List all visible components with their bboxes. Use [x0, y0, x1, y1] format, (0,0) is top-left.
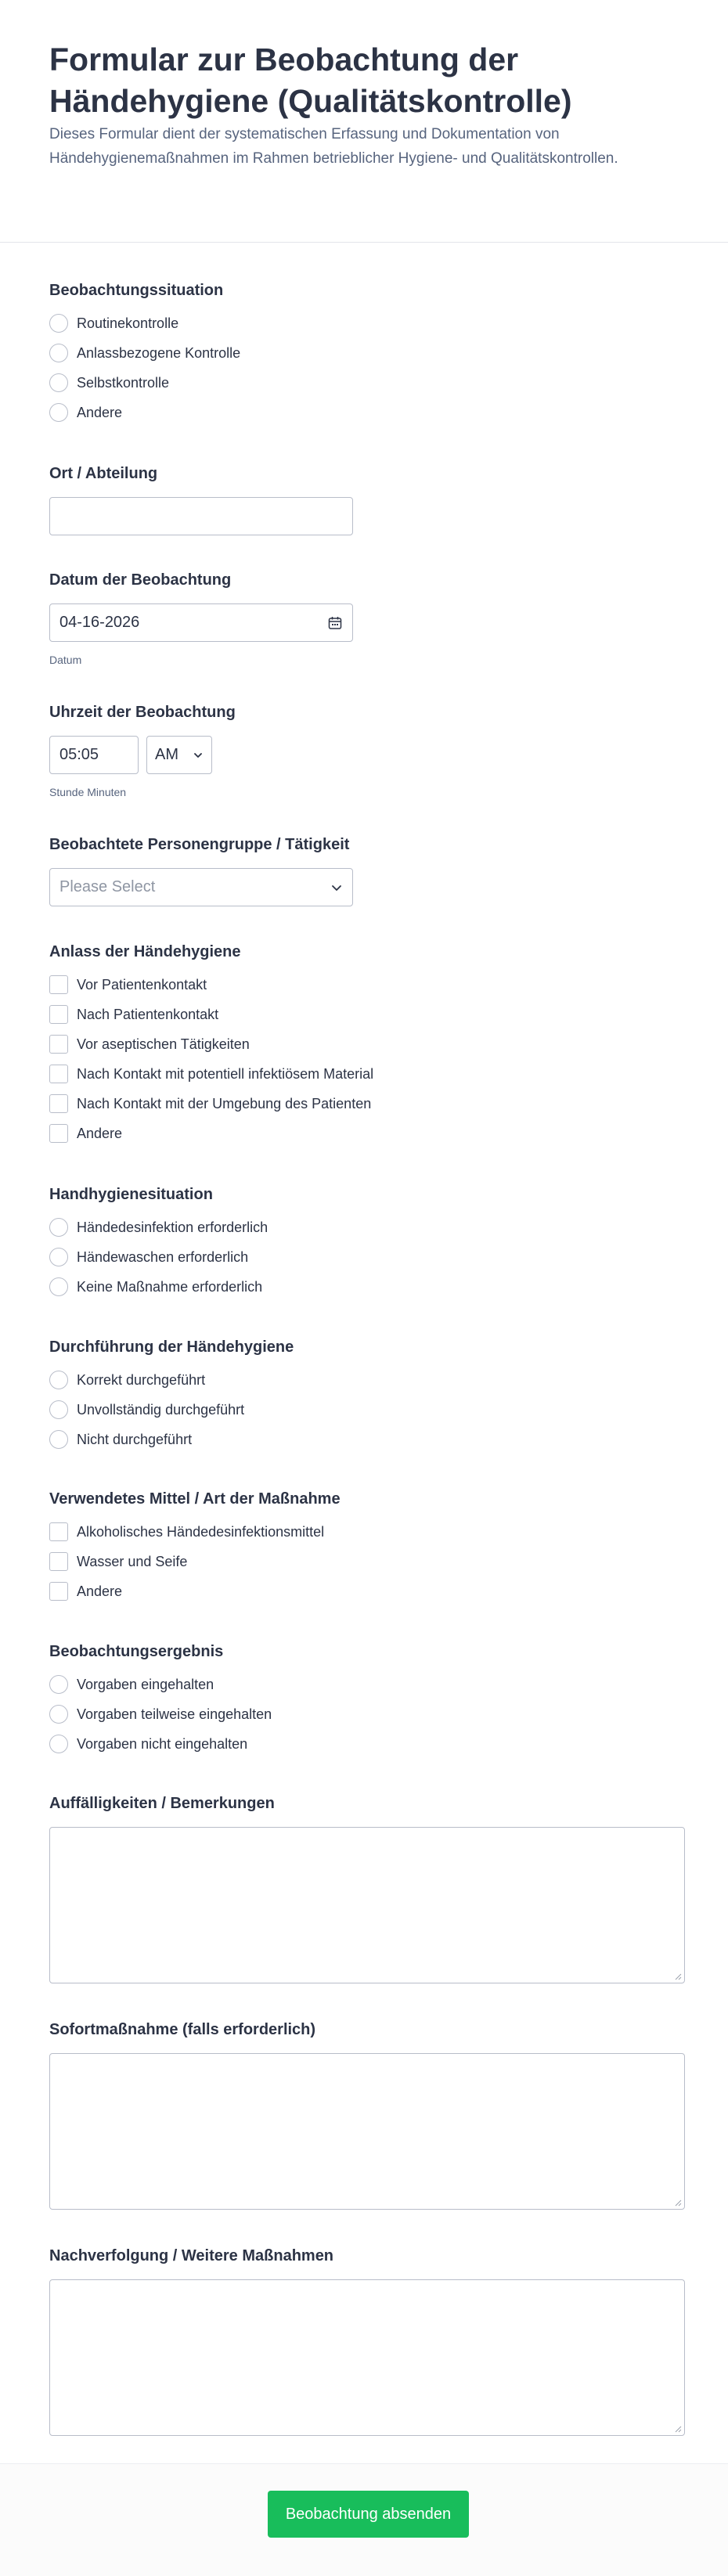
checkbox-option[interactable] [49, 1000, 691, 1029]
radio-option[interactable] [49, 1699, 691, 1729]
checkbox-option[interactable] [49, 1119, 691, 1148]
question-ergebnis [49, 1642, 691, 1759]
question-label: Nachverfolgung / Weitere Maßnahmen [49, 2247, 334, 2264]
option-label: Unvollständig durchgeführt [77, 1401, 245, 1418]
checkbox[interactable] [49, 1552, 68, 1571]
time-input[interactable]: 05:05 [49, 736, 139, 774]
question-ort [49, 464, 691, 483]
chevron-down-icon [193, 750, 204, 761]
radio-option[interactable] [49, 1395, 691, 1425]
question-anlass [49, 942, 691, 1148]
checkbox-option[interactable] [49, 1547, 691, 1576]
question-bemerkungen [49, 1794, 691, 1813]
radio-option[interactable] [49, 338, 691, 368]
radio-button[interactable] [49, 314, 68, 333]
question-nachverfolgung [49, 2246, 691, 2265]
sofortmassnahme-textarea[interactable] [49, 2053, 685, 2210]
chevron-down-icon [330, 881, 343, 894]
checkbox[interactable] [49, 1094, 68, 1113]
radio-group-ergebnis [49, 1670, 691, 1759]
form-header [49, 39, 676, 171]
option-label: Nach Kontakt mit der Umgebung des Patienten [77, 1095, 372, 1111]
question-label: Anlass der Händehygiene [49, 943, 241, 960]
date-sublabel: Datum [49, 654, 82, 666]
option-label: Vor aseptischen Tätigkeiten [77, 1036, 250, 1052]
question-label: Beobachtungssituation [49, 282, 224, 299]
form-subtitle: Dieses Formular dient der systematischen Erfassung und Dokumentation von Händehygienemaßnahmen im Rahmen betrieblicher Hygiene- und Qualitätskontrollen. [49, 126, 618, 167]
checkbox-group-mittel [49, 1517, 691, 1606]
radio-option[interactable] [49, 368, 691, 398]
nachverfolgung-textarea[interactable] [49, 2279, 685, 2436]
checkbox-option[interactable] [49, 1029, 691, 1059]
question-mittel [49, 1490, 691, 1606]
ampm-value: AM [155, 746, 178, 763]
checkbox[interactable] [49, 1035, 68, 1054]
resize-grip-icon[interactable] [674, 2199, 682, 2207]
resize-grip-icon[interactable] [674, 1973, 682, 1980]
radio-option[interactable] [49, 1212, 691, 1242]
question-label: Auffälligkeiten / Bemerkungen [49, 1795, 275, 1812]
option-label: Korrekt durchgeführt [77, 1371, 206, 1388]
radio-group-situation [49, 308, 691, 427]
question-beobachtungssituation [49, 281, 691, 427]
form-title: Formular zur Beobachtung der Händehygiene (Qualitätskontrolle) [49, 41, 572, 119]
option-label: Andere [77, 404, 123, 420]
radio-button[interactable] [49, 1277, 68, 1296]
option-label: Selbstkontrolle [77, 374, 170, 391]
option-label: Nach Patientenkontakt [77, 1006, 219, 1022]
radio-option[interactable] [49, 398, 691, 427]
option-label: Vor Patientenkontakt [77, 976, 207, 993]
bemerkungen-textarea[interactable] [49, 1827, 685, 1983]
date-input[interactable] [49, 603, 353, 642]
option-label: Routinekontrolle [77, 315, 179, 331]
radio-button[interactable] [49, 1430, 68, 1449]
radio-button[interactable] [49, 1735, 68, 1753]
radio-button[interactable] [49, 1218, 68, 1237]
question-sofortmassnahme [49, 2020, 691, 2039]
radio-option[interactable] [49, 308, 691, 338]
time-sublabel: Stunde Minuten [49, 786, 127, 798]
radio-group-durchfuehrung [49, 1365, 691, 1454]
radio-option[interactable] [49, 1729, 691, 1759]
question-label: Verwendetes Mittel / Art der Maßnahme [49, 1490, 341, 1508]
checkbox[interactable] [49, 1065, 68, 1083]
radio-button[interactable] [49, 1675, 68, 1694]
option-label: Wasser und Seife [77, 1553, 188, 1569]
question-label: Durchführung der Händehygiene [49, 1338, 294, 1356]
ort-input[interactable] [49, 497, 353, 535]
radio-button[interactable] [49, 1371, 68, 1389]
question-label: Handhygienesituation [49, 1186, 213, 1203]
question-label: Beobachtete Personengruppe / Tätigkeit [49, 836, 350, 853]
checkbox-group-anlass [49, 970, 691, 1148]
checkbox[interactable] [49, 1582, 68, 1601]
submit-button[interactable]: Beobachtung absenden [268, 2491, 469, 2538]
checkbox[interactable] [49, 975, 68, 994]
option-label: Keine Maßnahme erforderlich [77, 1278, 263, 1295]
radio-button[interactable] [49, 1400, 68, 1419]
option-label: Alkoholisches Händedesinfektionsmittel [77, 1523, 325, 1540]
option-label: Vorgaben nicht eingehalten [77, 1735, 248, 1752]
option-label: Andere [77, 1125, 123, 1141]
radio-button[interactable] [49, 403, 68, 422]
question-personengruppe [49, 835, 691, 854]
personengruppe-select[interactable] [49, 868, 353, 906]
option-label: Vorgaben teilweise eingehalten [77, 1706, 272, 1722]
question-datum [49, 571, 691, 589]
date-value: 04-16-2026 [59, 614, 140, 631]
option-label: Vorgaben eingehalten [77, 1676, 214, 1692]
radio-group-handhygiene [49, 1212, 691, 1302]
question-durchfuehrung [49, 1338, 691, 1454]
checkbox[interactable] [49, 1124, 68, 1143]
question-label: Ort / Abteilung [49, 465, 158, 482]
ampm-select[interactable] [146, 736, 212, 774]
select-placeholder: Please Select [59, 878, 156, 895]
radio-option[interactable] [49, 1242, 691, 1272]
option-label: Nach Kontakt mit potentiell infektiösem Material [77, 1065, 374, 1082]
radio-option[interactable] [49, 1670, 691, 1699]
checkbox[interactable] [49, 1005, 68, 1024]
option-label: Händedesinfektion erforderlich [77, 1219, 268, 1235]
checkbox-option[interactable] [49, 970, 691, 1000]
radio-button[interactable] [49, 344, 68, 362]
question-label: Sofortmaßnahme (falls erforderlich) [49, 2021, 316, 2038]
option-label: Händewaschen erforderlich [77, 1248, 249, 1265]
resize-grip-icon[interactable] [674, 2425, 682, 2433]
checkbox-option[interactable] [49, 1059, 691, 1089]
question-handhygienesituation [49, 1185, 691, 1302]
checkbox[interactable] [49, 1522, 68, 1541]
question-label: Beobachtungsergebnis [49, 1643, 224, 1660]
option-label: Anlassbezogene Kontrolle [77, 344, 241, 361]
header-divider [0, 242, 728, 243]
option-label: Andere [77, 1583, 123, 1599]
calendar-icon[interactable] [327, 615, 343, 631]
question-uhrzeit [49, 703, 691, 722]
radio-button[interactable] [49, 1248, 68, 1266]
radio-option[interactable] [49, 1272, 691, 1302]
question-label: Datum der Beobachtung [49, 571, 232, 589]
radio-option[interactable] [49, 1365, 691, 1395]
radio-option[interactable] [49, 1425, 691, 1454]
radio-button[interactable] [49, 1705, 68, 1724]
checkbox-option[interactable] [49, 1576, 691, 1606]
checkbox-option[interactable] [49, 1089, 691, 1119]
option-label: Nicht durchgeführt [77, 1431, 193, 1447]
checkbox-option[interactable] [49, 1517, 691, 1547]
radio-button[interactable] [49, 373, 68, 392]
question-label: Uhrzeit der Beobachtung [49, 704, 236, 721]
